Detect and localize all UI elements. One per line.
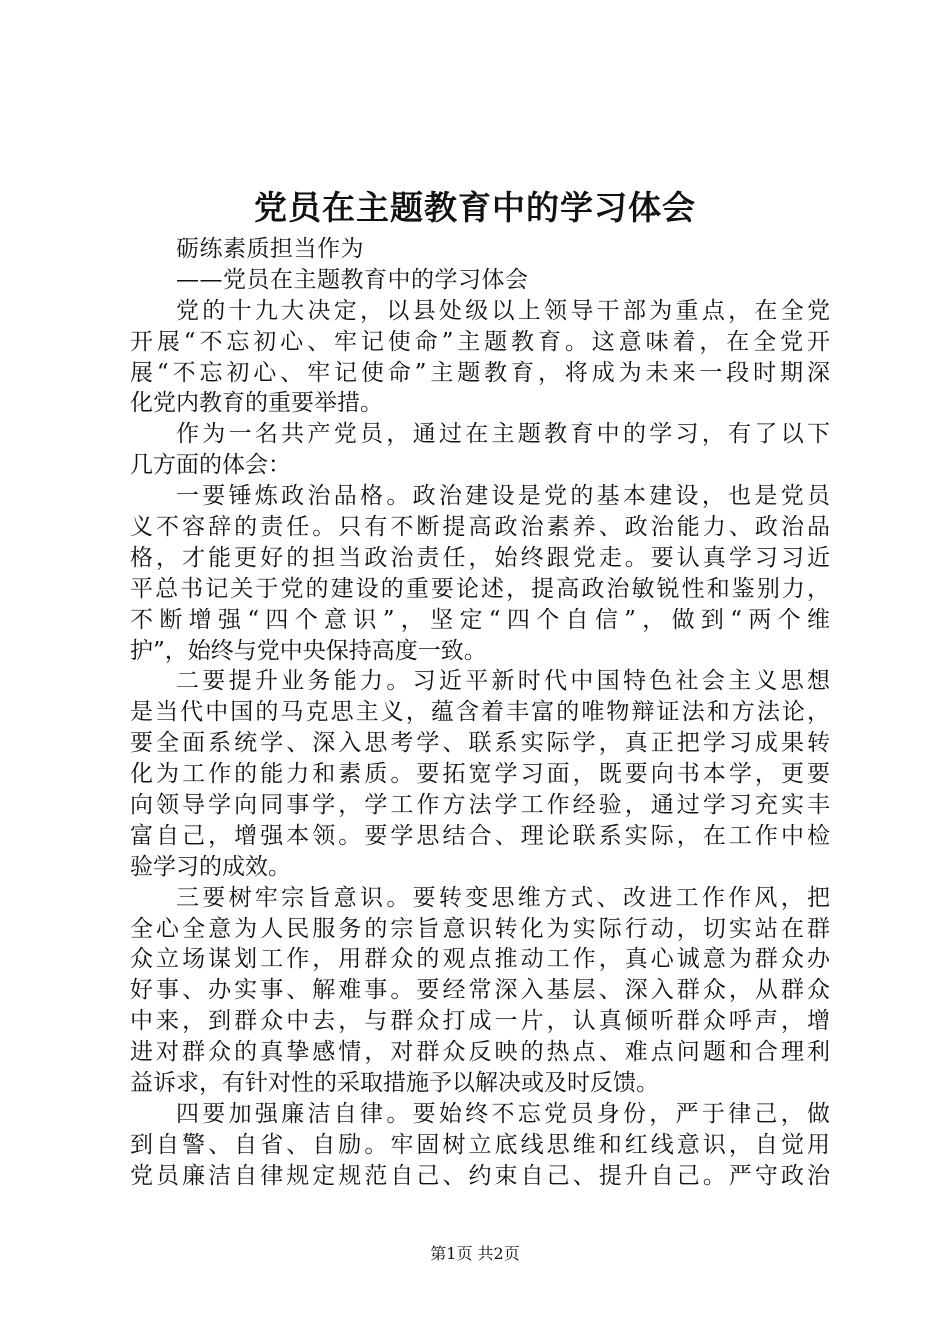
body-line: 化为工作的能力和素质。要拓宽学习面，既要向书本学，更要: [130, 761, 830, 788]
body-line: 作为一名共产党员，通过在主题教育中的学习，有了以下: [176, 421, 830, 448]
body-line: 开展“不忘初心、牢记使命”主题教育。这意味着，在全党开: [130, 328, 830, 355]
body-line: 党员廉洁自律规定规范自己、约束自己、提升自己。严守政治: [130, 1162, 830, 1189]
body-line: 平总书记关于党的建设的重要论述，提高政治敏锐性和鉴别力，: [130, 575, 830, 602]
body-line: 全心全意为人民服务的宗旨意识转化为实际行动，切实站在群: [130, 915, 830, 942]
body-line: 众立场谋划工作，用群众的观点推动工作，真心诚意为群众办: [130, 946, 830, 973]
document-title: 党员在主题教育中的学习体会: [254, 188, 696, 227]
body-line: 几方面的体会：: [130, 452, 291, 479]
body-line: 到自警、自省、自励。牢固树立底线思维和红线意识，自觉用: [130, 1131, 830, 1158]
document-body: [130, 234, 830, 1192]
body-line: 进对群众的真挚感情，对群众反映的热点、难点问题和合理利: [130, 1039, 830, 1066]
body-line: 中来，到群众中去，与群众打成一片，认真倾听群众呼声，增: [130, 1008, 830, 1035]
body-line: 是当代中国的马克思主义，蕴含着丰富的唯物辩证法和方法论，: [130, 699, 830, 726]
body-line: 四要加强廉洁自律。要始终不忘党员身份，严于律己，做: [176, 1100, 830, 1127]
body-line: 党的十九大决定，以县处级以上领导干部为重点，在全党: [176, 297, 830, 324]
body-line: 要全面系统学、深入思考学、联系实际学，真正把学习成果转: [130, 730, 830, 757]
body-line: 二要提升业务能力。习近平新时代中国特色社会主义思想: [176, 668, 830, 695]
body-line: 三要树牢宗旨意识。要转变思维方式、改进工作作风，把: [176, 884, 830, 911]
body-line: 砺练素质担当作为: [176, 236, 364, 262]
body-line: 护”，始终与党中央保持高度一致。: [130, 637, 487, 664]
body-line: 义不容辞的责任。只有不断提高政治素养、政治能力、政治品: [130, 514, 830, 541]
body-line: 展“不忘初心、牢记使命”主题教育，将成为未来一段时期深: [130, 359, 830, 386]
body-line: ——党员在主题教育中的学习体会: [176, 266, 529, 293]
body-line: 不断增强“四个意识”，坚定“四个自信”，做到“两个维: [130, 606, 830, 633]
body-line: 富自己，增强本领。要学思结合、理论联系实际，在工作中检: [130, 822, 830, 849]
body-line: 验学习的成效。: [130, 853, 291, 880]
body-line: 格，才能更好的担当政治责任，始终跟党走。要认真学习习近: [130, 544, 830, 571]
body-line: 益诉求，有针对性的采取措施予以解决或及时反馈。: [130, 1070, 659, 1097]
body-line: 好事、办实事、解难事。要经常深入基层、深入群众，从群众: [130, 977, 830, 1004]
body-line: 向领导学向同事学，学工作方法学工作经验，通过学习充实丰: [130, 792, 830, 819]
body-line: 化党内教育的重要举措。: [130, 390, 383, 417]
page-footer: 第1页 共2页: [430, 1244, 520, 1263]
body-line: 一要锤炼政治品格。政治建设是党的基本建设，也是党员: [176, 483, 830, 510]
